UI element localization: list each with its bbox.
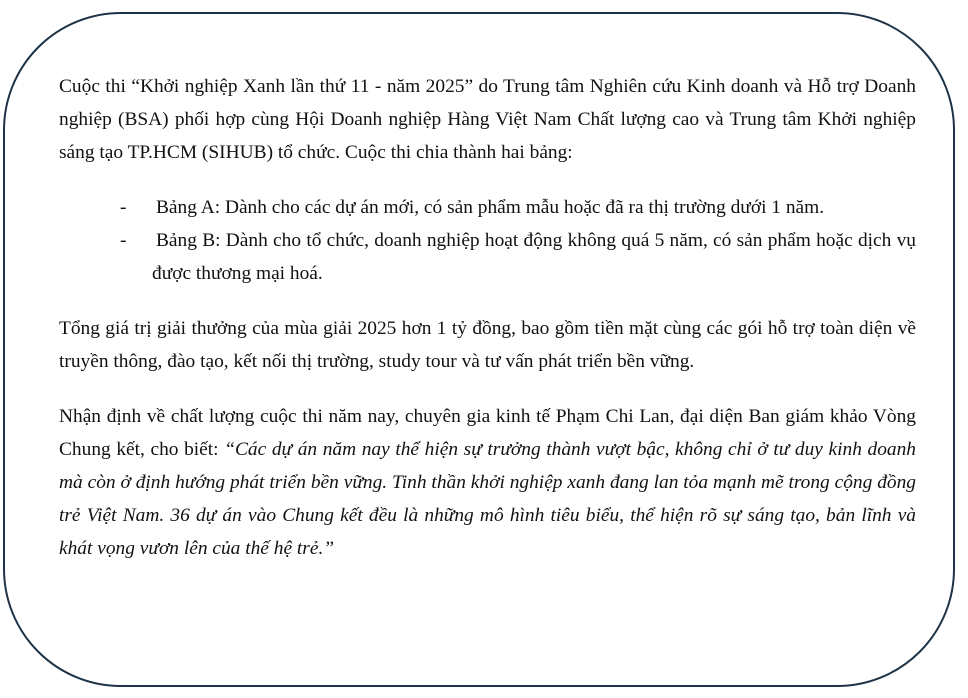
document-body (59, 70, 916, 565)
rounded-text-frame (3, 12, 955, 687)
paragraph-prize: Tổng giá trị giải thưởng của mùa giải 2025 hơn 1 tỷ đồng, bao gồm tiền mặt cùng các gói hỗ trợ toàn diện về truyền thông, đào tạo, kết nối thị trường, study tour và tư vấn phát triển bền vững. (59, 318, 916, 372)
bullet-list (59, 191, 916, 290)
bullet-text: Bảng A: Dành cho các dự án mới, có sản phẩm mẫu hoặc đã ra thị trường dưới 1 năm. (156, 197, 825, 218)
bullet-dash: - (120, 197, 127, 218)
expert-quote: “Các dự án năm nay thể hiện sự trưởng thành vượt bậc, không chỉ ở tư duy kinh doanh mà còn ở định hướng phát triển bền vững. Tinh thần khởi nghiệp xanh đang lan tỏa mạnh mẽ trong cộng đồng trẻ Việt Nam. 36 dự án vào Chung kết đều là những mô hình tiêu biểu, thể hiện rõ sự sáng tạo, bản lĩnh và khát vọng vươn lên của thế hệ trẻ.” (59, 439, 916, 559)
bullet-text: Bảng B: Dành cho tổ chức, doanh nghiệp hoạt động không quá 5 năm, có sản phẩm hoặc dịch vụ được thương mại hoá. (152, 230, 916, 284)
paragraph-expert-opinion (59, 400, 916, 565)
paragraph-intro: Cuộc thi “Khởi nghiệp Xanh lần thứ 11 - năm 2025” do Trung tâm Nghiên cứu Kinh doanh và Hỗ trợ Doanh nghiệp (BSA) phối hợp cùng Hội Doanh nghiệp Hàng Việt Nam Chất lượng cao và Trung tâm Khởi nghiệp sáng tạo TP.HCM (SIHUB) tổ chức. Cuộc thi chia thành hai bảng: (59, 76, 916, 163)
bullet-item-bang-b (59, 224, 916, 290)
bullet-item-bang-a (59, 191, 916, 224)
expert-intro-text: Nhận định về chất lượng cuộc thi năm nay, chuyên gia kinh tế Phạm Chi Lan, đại diện Ban giám khảo Vòng Chung kết, cho biết: (59, 406, 916, 460)
bullet-dash: - (120, 230, 127, 251)
